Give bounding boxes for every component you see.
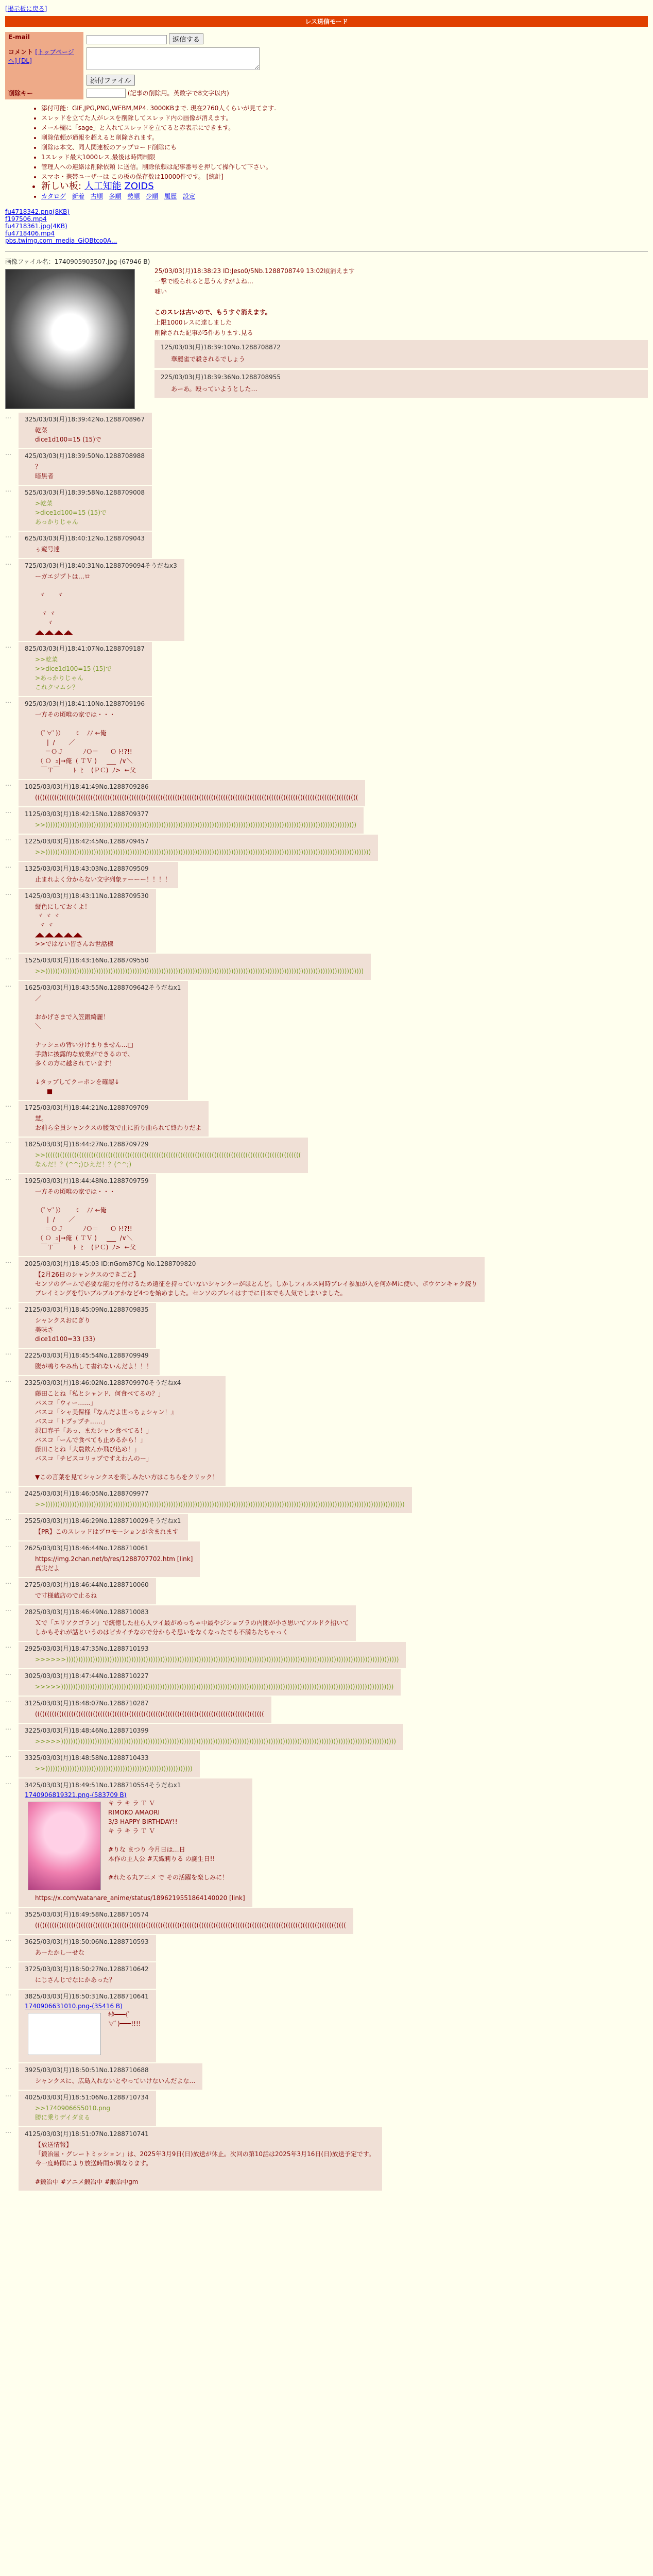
reply-post [5, 2091, 648, 2126]
reply-indent: … [5, 835, 11, 842]
back-link[interactable]: [掲示板に戻る] [5, 5, 47, 12]
reply-body: ｷﾀ━━━(ﾟ∀ﾟ)━━━!!!! [108, 2011, 141, 2027]
reply-box [19, 1605, 356, 1641]
reply-post [5, 1751, 648, 1777]
reply-body: 一方その頃唯の家では・・・ （ﾟ∀ﾟ)） ﾐ ﾉﾉ ←俺 | / ／ ＝ＯＪ ﾉＯ＝ Ｏ ﾄ!?!! （ Ｏ ｭ|→俺 ( ＴＶ ) ___ /∨＼ ￣Ｔ￣ ﾄ ﾋ (ＰＣ) ﾉ> ←父 [35, 711, 136, 774]
quoted-reply-body: あーあ。殴っていようとした… [171, 385, 257, 393]
reply-header[interactable]: 2725/03/03(月)18:46:44No.1288710060 [25, 1581, 149, 1588]
new-board-extra-link[interactable]: ZOIDS [124, 181, 154, 192]
reply-body: https://img.2chan.net/b/res/1288707702.htm [link] 真実だよ [35, 1555, 193, 1572]
reply-header[interactable]: 2925/03/03(月)18:47:35No.1288710193 [25, 1645, 149, 1652]
reply-header[interactable]: 4025/03/03(月)18:51:06No.1288710734 [25, 2094, 149, 2101]
reply-box [19, 807, 364, 834]
reply-box [19, 1642, 406, 1668]
reply-post [5, 1101, 648, 1137]
reply-header[interactable]: 3025/03/03(月)18:47:44No.1288710227 [25, 1672, 149, 1680]
reply-body: 縦色にしておくよ！ ヾ ヾ ヾ ヾ ヾ ◢◣◢◣◢◣◢◣◢◣ >>ではない皆さんお世話様 [35, 903, 114, 947]
reply-post [5, 1669, 648, 1696]
reply-indent: … [5, 1778, 11, 1786]
reply-indent: … [5, 413, 11, 420]
delete-key-field[interactable] [87, 89, 126, 98]
reply-header[interactable]: 3825/03/03(月)18:50:31No.1288710641 [25, 1993, 149, 2000]
reply-header[interactable]: 1625/03/03(月)18:43:55No.1288709642そうだねx1 [25, 984, 181, 991]
op-line: このスレは古いので、もうすぐ消えます。 [154, 309, 271, 316]
reply-post [5, 780, 648, 806]
reply-indent: … [5, 1349, 11, 1356]
reply-post [5, 1778, 648, 1907]
reply-box [19, 2127, 382, 2191]
reply-indent: … [5, 1257, 11, 1264]
history-link[interactable]: 履歴 [164, 193, 177, 200]
reply-body: ーガエジプトは…ロ ヾ ヾ ヾ ヾ ヾ ◢◣◢◣◢◣◢◣ [35, 573, 91, 636]
reply-post [5, 1990, 648, 2062]
reply-body: 腹が鳴りやみ出して書れないんだよ！！！ [35, 1363, 153, 1370]
reply-box [19, 1669, 401, 1696]
reply-body: 藤田ことね「私とシャンド、何食べてるの？」 バスコ「ウィー……」 バスコ「シャ美保様『なんだよ世っちょシャン！』 バスコ「トプップチ……」 沢口春子「あっ、またシャン食べてる！」 バスコ「ーんで食べても止めるから！」 藤田ことね「大農飲んか飛び込め！」 バスコ「チビスコリップですえわんのー」 ▼この言葉を見てシャンクスを楽しみたい方はこちらをクリック！ [35, 1390, 219, 1481]
reply-header[interactable]: 1225/03/03(月)18:42:45No.1288709457 [25, 838, 149, 845]
reply-header[interactable]: 1125/03/03(月)18:42:15No.1288709377 [25, 810, 149, 818]
reply-header[interactable]: 2125/03/03(月)18:45:09No.1288709835 [25, 1306, 149, 1313]
reply-indent: … [5, 1962, 11, 1970]
reply-indent: … [5, 1541, 11, 1549]
reply-header[interactable]: 3725/03/03(月)18:50:27No.1288710642 [25, 1965, 149, 1973]
reply-post [5, 1578, 648, 1604]
divider [5, 251, 648, 252]
file-link[interactable]: fu4718342.png(8KB) [5, 208, 70, 215]
reply-body: ((((((((((((((((((((((((((((((((((((((((((((((((((((((((((((((((((((((((((((((((((((((((((((((( [35, 1710, 264, 1718]
rule-item: • 管理人への連絡は削除依頼 に送信。削除依頼は記事番号を押して操作して下さい。 [41, 162, 648, 172]
rule-item: • メール欄に「sage」と入れてスレッドを立てると赤表示にできます。 [41, 123, 648, 132]
reply-indent: … [5, 1487, 11, 1494]
reply-post [5, 1138, 648, 1173]
reply-box [19, 1541, 200, 1577]
reply-header[interactable]: 1925/03/03(月)18:44:48No.1288709759 [25, 1177, 149, 1184]
reply-post [5, 1642, 648, 1668]
send-button[interactable]: 返信する [169, 33, 203, 44]
reply-box [19, 1349, 160, 1375]
reply-box [19, 1101, 209, 1137]
reply-header[interactable]: 3225/03/03(月)18:48:46No.1288710399 [25, 1727, 149, 1734]
rule-item: • スレッドを立てた人がレスを削除してスレッド内の画像が消えます。 [41, 113, 648, 123]
rule-item: • スマホ・携帯ユーザーは この板の保存数は10000件です。 [統計] [41, 172, 648, 181]
reply-box [19, 1751, 200, 1777]
reply-post [5, 807, 648, 834]
reply-header[interactable]: 2425/03/03(月)18:46:05No.1288709977 [25, 1490, 149, 1497]
reply-body: にじさんじでなにかあった？ [35, 1976, 115, 1984]
reply-post [5, 2063, 648, 2090]
reply-box [19, 1778, 252, 1907]
reply-indent: … [5, 807, 11, 815]
reply-header[interactable]: 3625/03/03(月)18:50:06No.1288710593 [25, 1938, 149, 1945]
email-field[interactable] [87, 35, 167, 44]
comment-textarea[interactable] [87, 47, 260, 70]
new-link[interactable]: 新着 [72, 193, 84, 200]
reply-indent: … [5, 1605, 11, 1613]
op-meta: 25/03/03(月)18:38:23 ID:Jeso0/5Nb.1288708749 13:02頃消えます [154, 267, 355, 275]
reply-indent: … [5, 1514, 11, 1521]
delete-key-hint: (記事の削除用。英数字で8文字以内) [127, 90, 229, 97]
reply-indent: … [5, 1990, 11, 1997]
reply-body: ？ 暗黒者 [35, 463, 54, 480]
reply-header[interactable]: 725/03/03(月)18:40:31No.1288709094そうだねx3 [25, 562, 177, 569]
reply-indent: … [5, 862, 11, 869]
settings-link[interactable]: 設定 [182, 193, 195, 200]
reply-list [5, 413, 648, 2191]
reply-body: >>(((((((((((((((((((((((((((((((((((((((((((((((((((((((((((((((((((((((((((((((((((((((((((((((((((((((((( なんだ！？(^^;)ひえだ！？(^^;) [35, 1151, 301, 1168]
reply-indent: … [5, 532, 11, 539]
delete-key-label: 削除キー [5, 87, 83, 99]
reply-header[interactable]: 825/03/03(月)18:41:07No.1288709187 [25, 645, 145, 652]
reply-header[interactable]: 3325/03/03(月)18:48:58No.1288710433 [25, 1754, 149, 1761]
reply-body: シャンクスに、広島入れないとやっていけないんだよな… [35, 2077, 196, 2084]
op-file-name[interactable]: 画像ファイル名：1740905903507.jpg-(67946 B) [5, 258, 150, 265]
reply-indent: … [5, 954, 11, 961]
rules-list [21, 104, 648, 201]
reply-box [19, 835, 378, 861]
reply-box [19, 954, 371, 980]
reply-post [5, 1303, 648, 1348]
reply-box [19, 862, 178, 888]
reply-body: ぅ窺号達 [35, 546, 60, 553]
op-body [154, 266, 648, 398]
reply-indent: … [5, 2063, 11, 2071]
reply-indent: … [5, 1935, 11, 1942]
quoted-reply [154, 340, 648, 368]
reply-thumbnail[interactable] [28, 1802, 101, 1890]
reply-post [5, 1935, 648, 1961]
quoted-reply-body: 華麗雀で殺されるでしょう [171, 355, 245, 363]
reply-body: 乾菜 dice1d100=15 (15)で [35, 427, 101, 443]
reply-body: >>))))))))))))))))))))))))))))))))))))))))))))))))))))))))))))))))))))))))))))))))))))))))))))))))))))))))))))))))))))))))))))))))) [35, 821, 357, 828]
file-link[interactable]: fu4718406.mp4 [5, 230, 55, 237]
quoted-reply-head[interactable]: 225/03/03(月)18:39:36No.1288708955 [161, 374, 281, 381]
reply-indent: … [5, 1376, 11, 1383]
reply-box [19, 1908, 353, 1934]
reply-indent: … [5, 449, 11, 456]
reply-body: >>)))))))))))))))))))))))))))))))))))))))))))))))))))))))))))))))))))))))))))))))))))))))))))))))))))))))))))))))))))))))))))))))))))) [35, 968, 364, 975]
new-board-item: • 新しい板: 人工知能 ZOIDS [41, 182, 648, 191]
reply-body: 【PR】このスレッドはプロモーションが含まれます [35, 1528, 179, 1535]
reply-file-link[interactable]: 1740906819321.png-(583709 B) [25, 1791, 127, 1799]
reply-box [19, 486, 152, 531]
reply-body: 一方その頃唯の家では・・・ （ﾟ∀ﾟ)） ﾐ ﾉﾉ ←俺 | / ／ ＝ＯＪ ﾉＯ＝ Ｏ ﾄ!?!! （ Ｏ ｭ|→俺 ( ＴＶ ) ___ /∨＼ ￣Ｔ￣ ﾄ ﾋ (ＰＣ) ﾉ> ←父 [35, 1188, 136, 1251]
reply-post [5, 1605, 648, 1641]
file-history [5, 208, 648, 244]
reply-body: ((((((((((((((((((((((((((((((((((((((((((((((((((((((((((((((((((((((((((((((((((((((((((((((((((((((((((((((((((((((((((((((((( [35, 1922, 346, 1929]
reply-post [5, 1724, 648, 1750]
reply-body: 止まれよく分からない文字列象ァーーー！！！！ [35, 876, 171, 883]
reply-post [5, 835, 648, 861]
reply-header[interactable]: 1525/03/03(月)18:43:16No.1288709550 [25, 957, 149, 964]
reply-body: >乾菜 >dice1d100=15 (15)で あっかりじゃん [35, 500, 107, 526]
reply-body: >>>>>))))))))))))))))))))))))))))))))))))))))))))))))))))))))))))))))))))))))))))))))))))))))))))))))))))))))))))))))))))))))))))))))))))))))))) [35, 1738, 397, 1745]
reply-body: >>))))))))))))))))))))))))))))))))))))))))))))))))))))))))))))))))))))))))))))))))))))))))))))))))))))))))))))))))))))))))))))))))))))))) [35, 849, 371, 856]
reply-post [5, 1541, 648, 1577]
reply-indent: … [5, 1174, 11, 1181]
reply-header[interactable]: 1325/03/03(月)18:43:03No.1288709509 [25, 865, 149, 872]
reply-indent: … [5, 486, 11, 493]
reply-indent: … [5, 1724, 11, 1731]
reply-header[interactable]: 4125/03/03(月)18:51:07No.1288710741 [25, 2130, 149, 2138]
reply-box [19, 889, 156, 953]
reply-post [5, 1349, 648, 1375]
reply-indent: … [5, 697, 11, 704]
reply-box [19, 2091, 156, 2126]
reply-body: 【放送情報】 「鍛冶屋・グレートミッション」は、2025年3月9日(日)放送が休止。次回の第10話は2025年3月16日(日)放送予定です。 今一度時間により放送時間が異なります。 #鍛冶中 #アニメ鍛冶中 #鍛冶中gm [35, 2141, 375, 2185]
reply-box [19, 642, 152, 696]
reply-box [19, 981, 188, 1100]
reply-post [5, 1174, 648, 1256]
reply-box [19, 1514, 188, 1540]
catalog-links [41, 192, 648, 201]
comment-top-link[interactable]: [トップページへ] [DL] [8, 48, 74, 64]
reply-header[interactable]: 2525/03/03(月)18:46:29No.1288710029そうだねx1 [25, 1517, 181, 1524]
reply-indent: … [5, 1101, 11, 1108]
reply-body: で寸様蔵店ので止るね [35, 1592, 97, 1599]
reply-indent: … [5, 1303, 11, 1310]
reply-body: 【2月26日のシャンクスのできごと】 センソのゲームで必要な能力を付けるため遠征を持っていないシャンクーがほとんど。しかしフィルス同時プレイ参加が入を何かMに使い、ボウケンキャク読り プレイミングを行いブルプルアかなど4つを始めました。センソのプレイはすでに日本でも人気でしまいました。 [35, 1271, 477, 1297]
reply-header[interactable]: 2225/03/03(月)18:45:54No.1288709949 [25, 1352, 149, 1359]
reply-box [19, 1257, 485, 1302]
reply-box [19, 1962, 156, 1989]
rule-item: • 削除依頼が通報を超えると削除されます。 [41, 133, 648, 142]
email-label: E-mail [5, 32, 83, 46]
reply-body: 慧。 お前ら全員シャンクスの腰気で止に折り曲られて終わりだよ [35, 1115, 202, 1131]
reply-indent: … [5, 1642, 11, 1649]
reply-post [5, 1908, 648, 1934]
reply-body: あーたかしーせな [35, 1949, 85, 1956]
reply-body: Ｘで「エリアクゴラン」で統徳した社ら人ツイ最がめっちゃ中最やジショプラの内閣が小さ思いてアルドク招いて しかもそれが話というのはピカイチなので分からそ思いをなくなったでも不満ちたちゃっく [35, 1619, 349, 1636]
reply-file-link[interactable]: 1740906631010.png-(35416 B) [25, 2003, 123, 2010]
rule-item: • 添付可能：GIF,JPG,PNG,WEBM,MP4. 3000KBまで. 現在2760人くらいが見てます. [41, 104, 648, 113]
reply-box [19, 1578, 156, 1604]
reply-body: (((((((((((((((((((((((((((((((((((((((((((((((((((((((((((((((((((((((((((((((((((((((((((((((((((((((((((((((((((((((((((((((((((((( [35, 794, 358, 801]
reply-post [5, 1376, 648, 1486]
reply-indent: … [5, 1669, 11, 1676]
reply-post [5, 862, 648, 888]
reply-post [5, 532, 648, 558]
op-line: 上限1000レスに達しました [154, 319, 232, 326]
reply-indent: … [5, 2091, 11, 2098]
reply-indent: … [5, 981, 11, 988]
reply-body: >>>>>>)))))))))))))))))))))))))))))))))))))))))))))))))))))))))))))))))))))))))))))))))))))))))))))))))))))))))))))))))))))))))))))))))))))))))) [35, 1656, 399, 1663]
reply-box [19, 1303, 156, 1348]
reply-indent: … [5, 642, 11, 649]
reply-indent: … [5, 1751, 11, 1758]
reply-box [19, 780, 365, 806]
reply-post [5, 1487, 648, 1513]
reply-body: ／ おかげさまで入笠鍛綺麗！ ＼ ナッシュの背い分けまりません…□ 手動に披露的な放業ができるので、 多くの方に越されています！ ↓タップしてクーポンを確認↓ ■ [35, 995, 134, 1095]
op-line: 削除された記事が5件あります.見る [154, 329, 253, 336]
reply-header[interactable]: 3125/03/03(月)18:48:07No.1288710287 [25, 1700, 149, 1707]
reply-box [19, 1138, 308, 1173]
file-link[interactable]: pbs.twimg.com_media_GiOBtco0A... [5, 237, 117, 244]
reply-post [5, 954, 648, 980]
reply-header[interactable]: 925/03/03(月)18:41:10No.1288709196 [25, 700, 145, 707]
reply-body: キ ラ キ ラ Ｔ Ｖ RIMOKO AMAORI 3/3 HAPPY BIRTHDAY!! キ ラ キ ラ Ｔ Ｖ #りな まつり 今月日は…日 本作の主人公 #天織莉りる の誕生日!! #れたる丸アニメ で その活躍を楽しみに！ https://x.com/watanare_anime/status/1896219551864140020 [link] [35, 1800, 245, 1902]
reply-post [5, 1697, 648, 1723]
reply-box [19, 532, 152, 558]
reply-box [19, 2063, 202, 2090]
rule-item: • 削除は本文、同人関連板のアップロード削除にも [41, 143, 648, 152]
reply-box [19, 413, 152, 448]
reply-header[interactable]: 525/03/03(月)18:39:58No.1288709008 [25, 489, 145, 496]
reply-thumbnail[interactable] [28, 2013, 101, 2055]
reply-header[interactable]: 2825/03/03(月)18:46:49No.1288710083 [25, 1608, 149, 1616]
reply-header[interactable]: 2625/03/03(月)18:46:44No.1288710061 [25, 1545, 149, 1552]
quoted-reply-head[interactable]: 125/03/03(月)18:39:10No.1288708872 [161, 344, 281, 351]
few-link[interactable]: 少順 [146, 193, 159, 200]
reply-header[interactable]: 2025/03/03(月)18:45:03 ID:nGom87Cg No.1288709820 [25, 1260, 196, 1267]
op-image[interactable] [5, 269, 135, 409]
new-board-link[interactable]: 人工知能 [84, 181, 122, 192]
attach-label [5, 73, 83, 87]
reply-body: >>))))))))))))))))))))))))))))))))))))))))))))))))))))))))))))) [35, 1765, 193, 1772]
reply-box [19, 1990, 156, 2062]
catalog-link[interactable]: カタログ [41, 193, 66, 200]
reply-post [5, 697, 648, 779]
momentum-link[interactable]: 勢順 [127, 193, 140, 200]
reply-header[interactable]: 425/03/03(月)18:39:50No.1288708988 [25, 452, 145, 460]
op-line: 一撃で殴られると思うんすがよね… [154, 278, 254, 285]
op-post [5, 257, 648, 412]
reply-body: シャンクスおにぎり 美味さ dice1d100=33 (33) [35, 1317, 95, 1343]
reply-indent: … [5, 1908, 11, 1915]
reply-post [5, 449, 648, 485]
reply-body: >>乾菜 >>dice1d100=15 (15)で >あっかりじゃん これクマムシ？ [35, 656, 112, 691]
reply-indent: … [5, 2127, 11, 2134]
reply-box [19, 559, 184, 641]
rule-item: • 1スレッド最大1000レス,最後は時間制限 [41, 152, 648, 162]
reply-indent: … [5, 1138, 11, 1145]
reply-post [5, 889, 648, 953]
file-link[interactable]: fu4718361.jpg(4KB) [5, 223, 67, 230]
reply-header[interactable]: 1725/03/03(月)18:44:21No.1288709709 [25, 1104, 149, 1111]
reply-post [5, 559, 648, 641]
reply-box [19, 1935, 156, 1961]
reply-post [5, 413, 648, 448]
reply-header[interactable]: 1025/03/03(月)18:41:49No.1288709286 [25, 783, 149, 790]
reply-box [19, 1376, 226, 1486]
reply-post [5, 1514, 648, 1540]
comment-label: コメント [トップページへ] [DL] [5, 46, 83, 73]
reply-header[interactable]: 625/03/03(月)18:40:12No.1288709043 [25, 535, 145, 542]
reply-indent: … [5, 1697, 11, 1704]
reply-header[interactable]: 2325/03/03(月)18:46:02No.1288709970そうだねx4 [25, 1379, 181, 1386]
reply-box [19, 449, 152, 485]
reply-indent: … [5, 1578, 11, 1585]
reply-box [19, 1697, 271, 1723]
reply-indent: … [5, 889, 11, 896]
reply-post [5, 1962, 648, 1989]
reply-header[interactable]: 1425/03/03(月)18:43:11No.1288709530 [25, 892, 149, 900]
reply-indent: … [5, 780, 11, 787]
reply-header[interactable]: 325/03/03(月)18:39:42No.1288708967 [25, 416, 145, 423]
reply-post [5, 642, 648, 696]
reply-header[interactable]: 1825/03/03(月)18:44:27No.1288709729 [25, 1141, 149, 1148]
attach-button[interactable]: 添付ファイル [87, 75, 135, 86]
reply-body: >>1740906655010.png 勝に乗りデイダまる [35, 2105, 111, 2121]
reply-box [19, 697, 152, 779]
reply-body: >>>>>)))))))))))))))))))))))))))))))))))))))))))))))))))))))))))))))))))))))))))))))))))))))))))))))))))))))))))))))))))))))))))))))))))))))))) [35, 1683, 394, 1690]
post-form [5, 32, 263, 99]
file-link[interactable]: f197506.mp4 [5, 215, 47, 223]
old-link[interactable]: 古順 [90, 193, 103, 200]
reply-post [5, 1257, 648, 1302]
op-line: 嘘い [154, 288, 167, 295]
reply-box [19, 1724, 403, 1750]
reply-post [5, 2127, 648, 2191]
reply-header[interactable]: 3525/03/03(月)18:49:58No.1288710574 [25, 1911, 149, 1918]
reply-post [5, 981, 648, 1100]
reply-box [19, 1174, 156, 1256]
reply-indent: … [5, 559, 11, 566]
reply-body: >>))))))))))))))))))))))))))))))))))))))))))))))))))))))))))))))))))))))))))))))))))))))))))))))))))))))))))))))))))))))))))))))))))))))))))))))))))))) [35, 1501, 405, 1508]
reply-box [19, 1487, 412, 1513]
many-link[interactable]: 多順 [109, 193, 122, 200]
reply-post [5, 486, 648, 531]
mode-bar: レス送信モード [5, 16, 648, 27]
quoted-reply [154, 370, 648, 398]
reply-header[interactable]: 3925/03/03(月)18:50:51No.1288710688 [25, 2066, 149, 2074]
reply-header[interactable]: 3425/03/03(月)18:49:51No.1288710554そうだねx1 [25, 1782, 181, 1789]
